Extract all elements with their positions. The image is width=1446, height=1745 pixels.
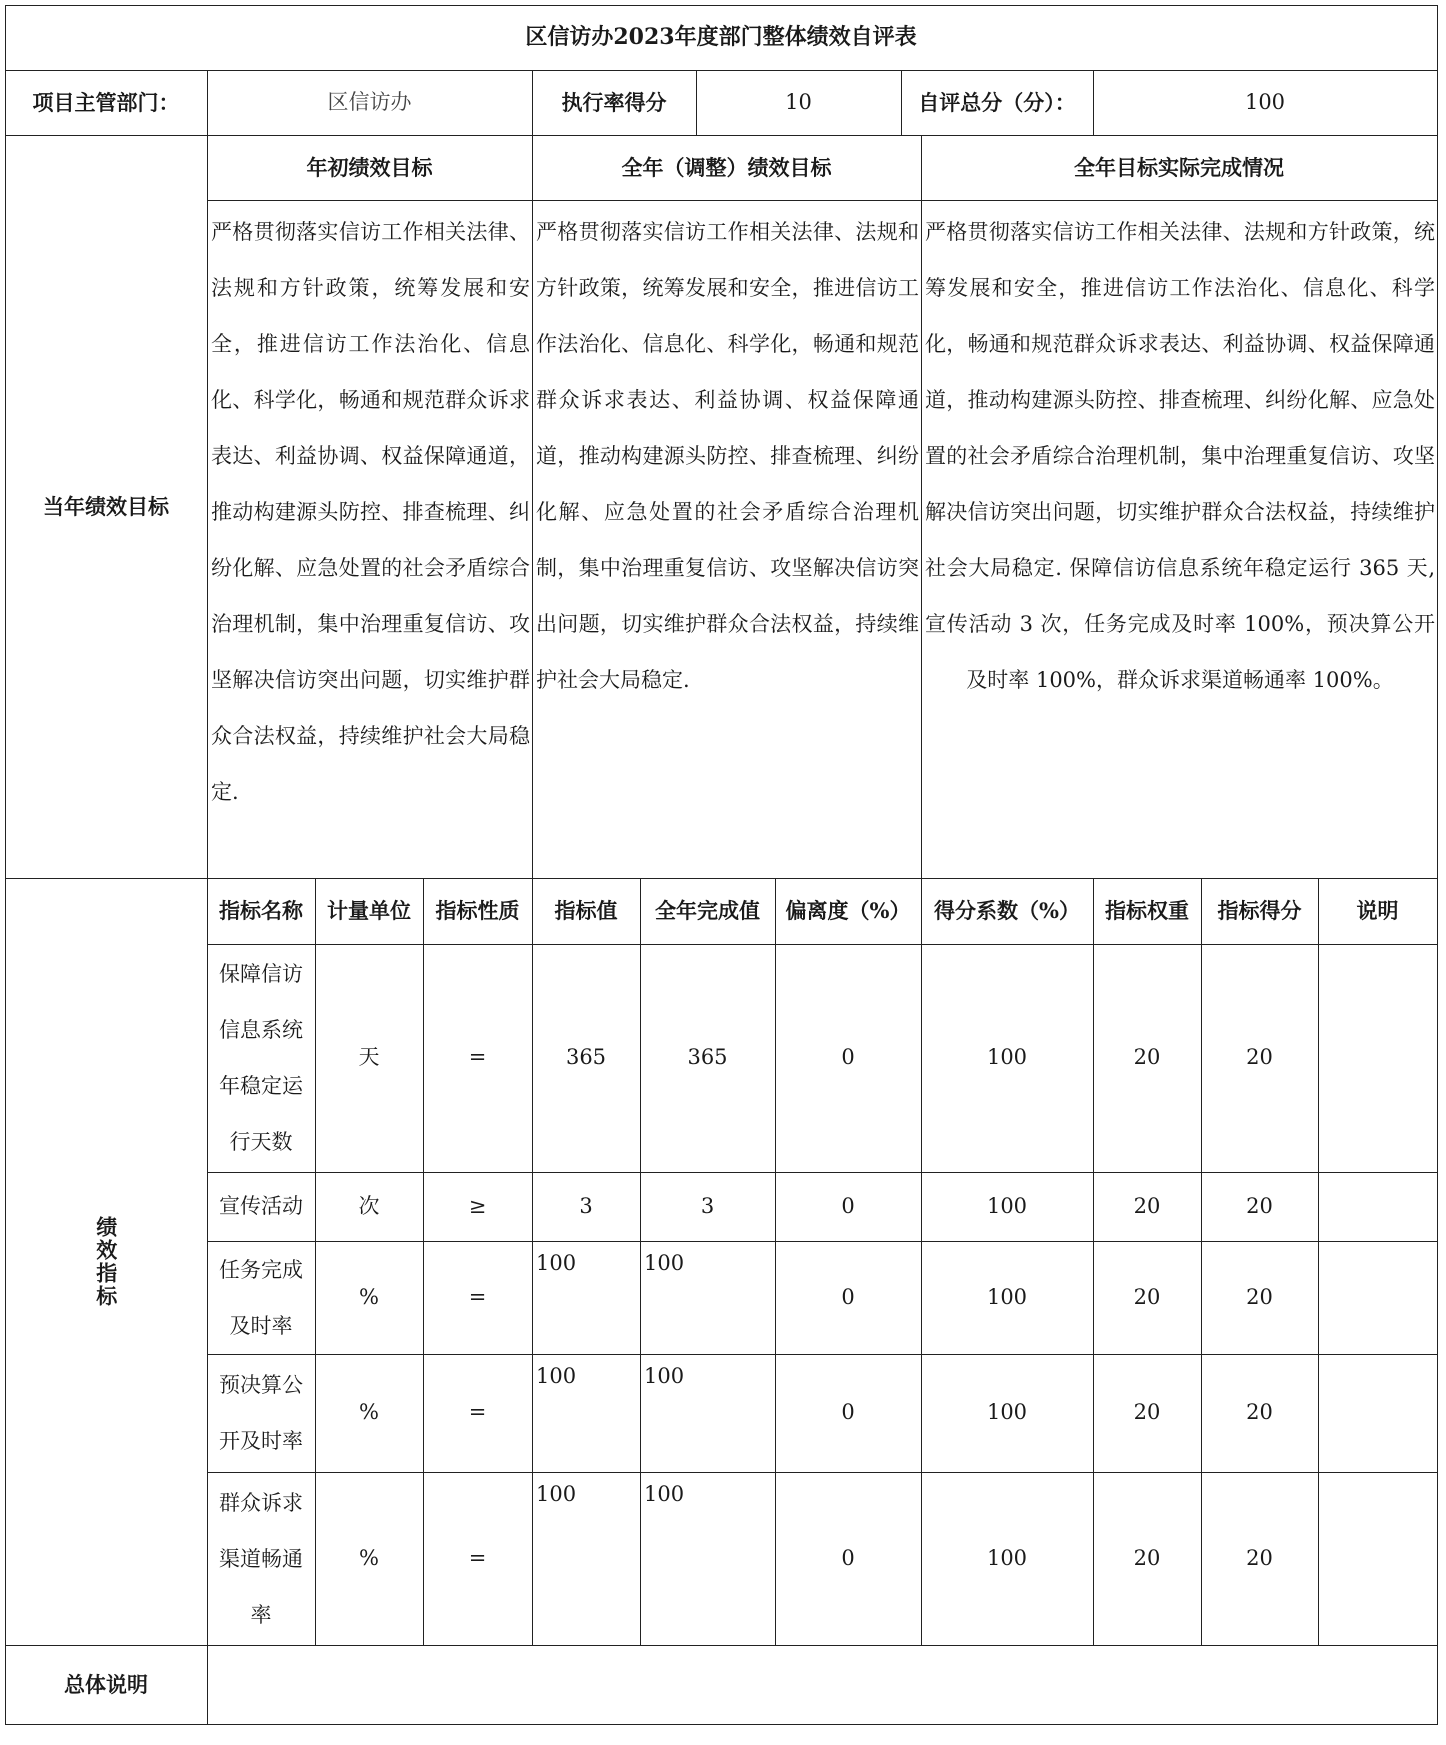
indicator-note bbox=[1318, 944, 1437, 1172]
dept-label: 项目主管部门： bbox=[32, 89, 180, 115]
indicator-actual: 100 bbox=[644, 1364, 685, 1388]
adjusted-goal-text: 严格贯彻落实信访工作相关法律、法规和方针政策，统筹发展和安全，推进信访工作法治化、信息化、科学化，畅通和规范群众诉求表达、利益协调、权益保障通道，推动构建源头防控、排查梳理、纠纷化解、应急处置的社会矛盾综合治理机制，集中治理重复信访、攻坚解决信访突出问题，切实维护群众合法权益，持续维护社会大局稳定. bbox=[536, 220, 919, 692]
col-header-name: 指标名称 bbox=[219, 898, 303, 924]
indicator-weight: 20 bbox=[1133, 1284, 1161, 1309]
indicator-nature: = bbox=[468, 1545, 487, 1570]
indicator-deviation: 0 bbox=[841, 1284, 855, 1309]
indicator-actual: 100 bbox=[644, 1251, 685, 1275]
exec-value: 10 bbox=[785, 89, 812, 114]
summary-value bbox=[207, 1645, 1437, 1724]
table-rule bbox=[207, 200, 1437, 201]
col-header-weight: 指标权重 bbox=[1105, 898, 1189, 924]
indicator-score: 20 bbox=[1246, 1045, 1273, 1070]
indicators-row-label bbox=[5, 878, 207, 1645]
col-header-target: 指标值 bbox=[554, 898, 618, 924]
initial-goal-text: 严格贯彻落实信访工作相关法律、法规和方针政策，统筹发展和安全，推进信访工作法治化、信息化、科学化，畅通和规范群众诉求表达、利益协调、权益保障通道，推动构建源头防控、排查梳理、纠纷化解、应急处置的社会矛盾综合治理机制，集中治理重复信访、攻坚解决信访突出问题，切实维护群众合法权益，持续维护社会大局稳定. bbox=[211, 220, 530, 804]
indicator-score: 20 bbox=[1246, 1193, 1273, 1218]
col-header-note: 说明 bbox=[1356, 898, 1399, 924]
indicator-coef: 100 bbox=[986, 1045, 1028, 1070]
indicator-weight: 20 bbox=[1133, 1545, 1161, 1570]
col-header-score: 指标得分 bbox=[1217, 898, 1302, 924]
indicator-weight: 20 bbox=[1133, 1193, 1161, 1218]
indicator-deviation: 0 bbox=[841, 1545, 855, 1570]
col-header-actual: 全年完成值 bbox=[655, 898, 760, 924]
goals-col-adjusted: 全年（调整）绩效目标 bbox=[621, 154, 832, 180]
indicator-name: 预决算公开及时率 bbox=[219, 1373, 303, 1453]
indicator-target: 3 bbox=[579, 1193, 593, 1218]
indicator-name: 任务完成及时率 bbox=[219, 1257, 303, 1338]
indicator-target: 365 bbox=[565, 1045, 607, 1070]
indicator-note bbox=[1318, 1472, 1437, 1645]
indicator-actual: 3 bbox=[700, 1193, 715, 1218]
indicator-actual: 100 bbox=[644, 1482, 685, 1506]
col-header-coef: 得分系数（%） bbox=[934, 898, 1080, 924]
page-title: 区信访办2023年度部门整体绩效自评表 bbox=[525, 24, 917, 51]
dept-value: 区信访办 bbox=[327, 89, 412, 114]
actual-goal-text: 严格贯彻落实信访工作相关法律、法规和方针政策，统筹发展和安全，推进信访工作法治化、信息化、科学化，畅通和规范群众诉求表达、利益协调、权益保障通道，推动构建源头防控、排查梳理、纠纷化解、应急处置的社会矛盾综合治理机制，集中治理重复信访、攻坚解决信访突出问题，切实维护群众合法权益，持续维护社会大局稳定. 保障信访信息系统年稳定运行 365 天, 宣传活动 3 次，任务完成及时率 100%，预决算公开及时率 100%，群众诉求渠道畅通率 100%。 bbox=[925, 220, 1435, 692]
indicator-weight: 20 bbox=[1133, 1400, 1161, 1425]
indicator-unit: % bbox=[359, 1545, 379, 1570]
indicator-nature: = bbox=[468, 1284, 487, 1309]
indicator-nature: = bbox=[468, 1045, 487, 1070]
table-border-bottom bbox=[5, 1724, 1437, 1725]
indicator-deviation: 0 bbox=[841, 1193, 855, 1218]
indicator-nature: ≥ bbox=[468, 1193, 487, 1218]
total-value: 100 bbox=[1244, 89, 1286, 114]
indicator-coef: 100 bbox=[986, 1545, 1028, 1570]
col-header-deviation: 偏离度（%） bbox=[785, 898, 911, 924]
indicator-deviation: 0 bbox=[841, 1400, 855, 1425]
summary-label: 总体说明 bbox=[64, 1671, 148, 1697]
indicator-score: 20 bbox=[1246, 1284, 1273, 1309]
goals-row-label: 当年绩效目标 bbox=[43, 493, 169, 519]
indicator-score: 20 bbox=[1246, 1400, 1273, 1425]
indicator-name: 宣传活动 bbox=[219, 1193, 303, 1218]
indicator-note bbox=[1318, 1241, 1437, 1354]
indicator-actual: 365 bbox=[687, 1045, 728, 1070]
indicator-name: 群众诉求渠道畅通率 bbox=[219, 1490, 303, 1627]
indicator-unit: 天 bbox=[358, 1045, 380, 1070]
indicator-name: 保障信访信息系统年稳定运行天数 bbox=[219, 962, 303, 1154]
exec-label: 执行率得分 bbox=[561, 89, 667, 115]
indicator-coef: 100 bbox=[986, 1284, 1028, 1309]
indicator-unit: % bbox=[359, 1400, 379, 1425]
indicator-unit: 次 bbox=[358, 1193, 380, 1218]
table-border-right bbox=[1437, 5, 1438, 1725]
indicator-weight: 20 bbox=[1133, 1045, 1161, 1070]
indicator-note bbox=[1318, 1172, 1437, 1241]
indicator-deviation: 0 bbox=[841, 1045, 855, 1070]
indicators-row-label-text: 绩效指标 bbox=[93, 1215, 119, 1308]
indicator-target: 100 bbox=[536, 1251, 577, 1275]
total-label: 自评总分（分）： bbox=[918, 89, 1076, 115]
col-header-nature: 指标性质 bbox=[435, 898, 520, 924]
col-header-unit: 计量单位 bbox=[327, 898, 411, 924]
goals-col-initial: 年初绩效目标 bbox=[306, 154, 433, 180]
indicator-target: 100 bbox=[536, 1482, 577, 1506]
indicator-unit: % bbox=[359, 1284, 379, 1309]
indicator-target: 100 bbox=[536, 1364, 577, 1388]
indicator-nature: = bbox=[468, 1400, 487, 1425]
indicator-coef: 100 bbox=[986, 1193, 1028, 1218]
indicator-note bbox=[1318, 1354, 1437, 1472]
indicator-coef: 100 bbox=[986, 1400, 1028, 1425]
goals-col-actual: 全年目标实际完成情况 bbox=[1074, 154, 1284, 180]
indicator-score: 20 bbox=[1246, 1545, 1273, 1570]
